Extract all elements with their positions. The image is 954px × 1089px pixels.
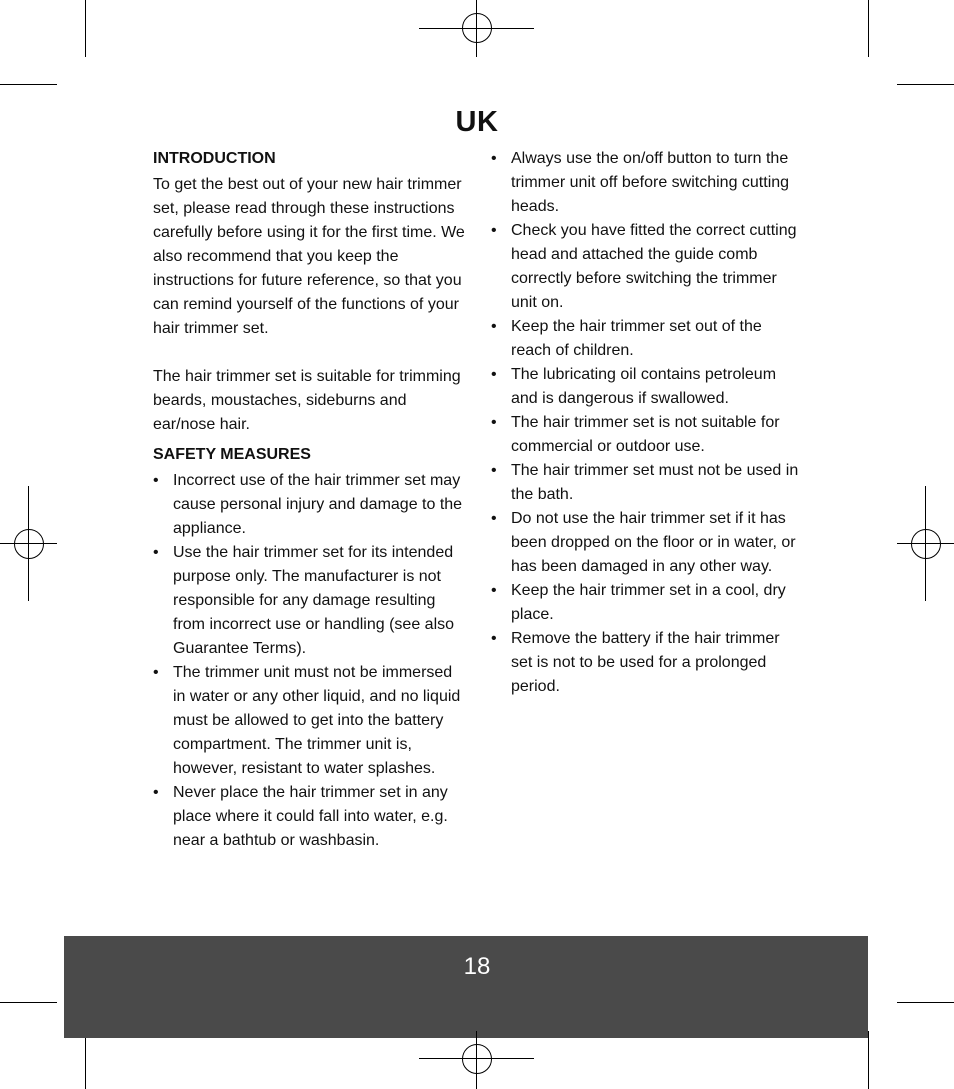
crop-mark xyxy=(868,0,869,57)
list-item: • The hair trimmer set must not be used in the bath. xyxy=(491,459,801,507)
safety-list-left xyxy=(153,469,465,853)
list-item: • Always use the on/off button to turn the trimmer unit off before switching cutting heads. xyxy=(491,147,801,219)
crop-mark xyxy=(897,84,954,85)
crop-mark xyxy=(0,1002,57,1003)
list-item: • The lubricating oil contains petroleum and is dangerous if swallowed. xyxy=(491,363,801,411)
list-item: • Incorrect use of the hair trimmer set may cause personal injury and damage to the appliance. xyxy=(153,469,465,541)
crop-mark xyxy=(868,1031,869,1089)
crop-mark xyxy=(85,1031,86,1089)
list-item: • Remove the battery if the hair trimmer set is not to be used for a prolonged period. xyxy=(491,627,801,699)
safety-heading: SAFETY MEASURES xyxy=(153,446,311,463)
crop-mark xyxy=(897,1002,954,1003)
footer-bar xyxy=(64,936,868,1038)
crop-mark xyxy=(85,0,86,57)
introduction-paragraph: The hair trimmer set is suitable for trimming beards, moustaches, sideburns and ear/nose hair. xyxy=(153,368,461,433)
language-heading: UK xyxy=(455,106,499,138)
introduction-paragraph: To get the best out of your new hair trimmer set, please read through these instructions carefully before using it for the first time. We also recommend that you keep the instructions for future reference, so that you can remind yourself of the functions of your hair trimmer set. xyxy=(153,176,465,337)
introduction-heading: INTRODUCTION xyxy=(153,150,276,167)
list-item: • Do not use the hair trimmer set if it has been dropped on the floor or in water, or has been damaged in any other way. xyxy=(491,507,801,579)
list-item: • Use the hair trimmer set for its intended purpose only. The manufacturer is not responsible for any damage resulting from incorrect use or handling (see also Guarantee Terms). xyxy=(153,541,465,661)
list-item: • Never place the hair trimmer set in any place where it could fall into water, e.g. near a bathtub or washbasin. xyxy=(153,781,465,853)
list-item: • Check you have fitted the correct cutting head and attached the guide comb correctly before switching the trimmer unit on. xyxy=(491,219,801,315)
safety-list-right xyxy=(491,147,801,699)
page-number: 18 xyxy=(463,953,491,980)
list-item: • Keep the hair trimmer set out of the reach of children. xyxy=(491,315,801,363)
list-item: • Keep the hair trimmer set in a cool, dry place. xyxy=(491,579,801,627)
right-column xyxy=(491,147,801,699)
left-column xyxy=(153,147,465,853)
crop-mark xyxy=(0,84,57,85)
list-item: • The hair trimmer set is not suitable for commercial or outdoor use. xyxy=(491,411,801,459)
list-item: • The trimmer unit must not be immersed in water or any other liquid, and no liquid must be allowed to get into the battery compartment. The trimmer unit is, however, resistant to water splashes. xyxy=(153,661,465,781)
